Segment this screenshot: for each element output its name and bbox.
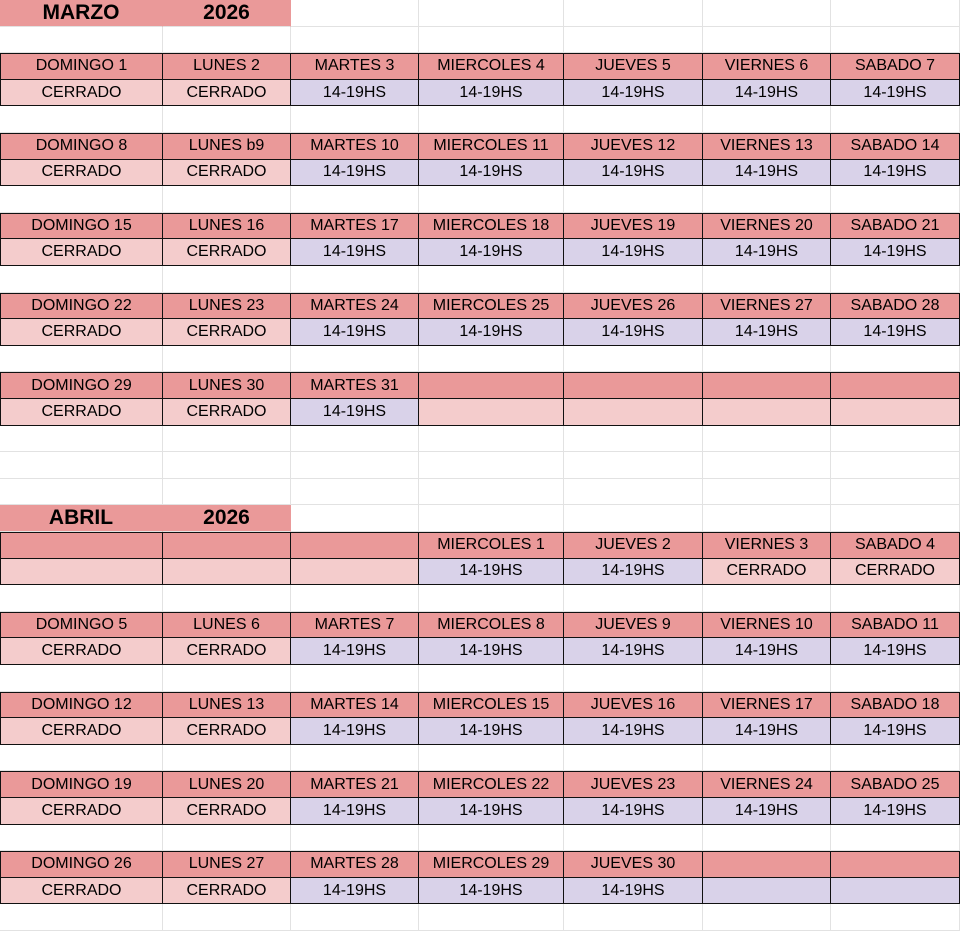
empty-row — [0, 665, 960, 692]
hours-cell[interactable]: 14-19HS — [419, 878, 564, 905]
abril-week-4-hours — [0, 798, 960, 825]
hours-cell[interactable]: 14-19HS — [291, 399, 419, 426]
empty-status-cell[interactable] — [831, 399, 960, 426]
closed-status-cell[interactable]: CERRADO — [0, 878, 163, 905]
empty-cell[interactable] — [564, 665, 703, 692]
empty-cell[interactable] — [419, 452, 564, 479]
empty-cell[interactable] — [703, 346, 831, 373]
empty-day-header-cell[interactable] — [291, 532, 419, 559]
empty-cell[interactable] — [291, 505, 419, 532]
empty-day-header-cell[interactable] — [831, 372, 960, 399]
day-header-cell[interactable]: JUEVES 2 — [564, 532, 703, 559]
empty-cell[interactable] — [703, 27, 831, 54]
empty-cell[interactable] — [163, 665, 291, 692]
day-header-cell[interactable]: VIERNES 20 — [703, 213, 831, 240]
hours-cell[interactable]: 14-19HS — [291, 239, 419, 266]
empty-cell[interactable] — [419, 426, 564, 453]
day-header-cell[interactable]: DOMINGO 19 — [0, 771, 163, 798]
hours-cell[interactable]: 14-19HS — [831, 80, 960, 107]
empty-cell[interactable] — [831, 186, 960, 213]
empty-day-header-cell[interactable] — [0, 532, 163, 559]
empty-cell[interactable] — [564, 266, 703, 293]
marzo-week-5-hours — [0, 399, 960, 426]
empty-cell[interactable] — [831, 0, 960, 27]
closed-status-cell[interactable]: CERRADO — [163, 718, 291, 745]
hours-cell[interactable]: 14-19HS — [564, 80, 703, 107]
hours-cell[interactable]: 14-19HS — [564, 878, 703, 905]
empty-cell[interactable] — [0, 426, 163, 453]
empty-day-header-cell[interactable] — [564, 372, 703, 399]
closed-status-cell[interactable]: CERRADO — [703, 559, 831, 586]
day-header-cell[interactable]: MARTES 14 — [291, 692, 419, 719]
empty-status-cell[interactable] — [0, 559, 163, 586]
hours-cell[interactable]: 14-19HS — [419, 319, 564, 346]
hours-cell[interactable]: 14-19HS — [703, 319, 831, 346]
marzo-week-5-days — [0, 372, 960, 399]
marzo-week-4-hours — [0, 319, 960, 346]
empty-cell[interactable] — [831, 426, 960, 453]
hours-cell[interactable]: 14-19HS — [831, 798, 960, 825]
hours-cell[interactable]: 14-19HS — [703, 160, 831, 187]
empty-cell[interactable] — [831, 266, 960, 293]
empty-cell[interactable] — [831, 904, 960, 931]
empty-cell[interactable] — [564, 825, 703, 852]
hours-cell[interactable]: 14-19HS — [564, 559, 703, 586]
empty-cell[interactable] — [163, 186, 291, 213]
empty-cell[interactable] — [163, 426, 291, 453]
closed-status-cell[interactable]: CERRADO — [0, 239, 163, 266]
empty-cell[interactable] — [163, 27, 291, 54]
empty-row — [0, 27, 960, 54]
closed-status-cell[interactable]: CERRADO — [163, 878, 291, 905]
month-title[interactable]: MARZO — [0, 0, 163, 27]
day-header-cell[interactable]: DOMINGO 12 — [0, 692, 163, 719]
day-header-cell[interactable]: VIERNES 6 — [703, 53, 831, 80]
empty-cell[interactable] — [419, 585, 564, 612]
day-header-cell[interactable]: LUNES 13 — [163, 692, 291, 719]
empty-cell[interactable] — [831, 27, 960, 54]
day-header-cell[interactable]: SABADO 28 — [831, 293, 960, 320]
hours-cell[interactable]: 14-19HS — [831, 239, 960, 266]
empty-cell[interactable] — [0, 346, 163, 373]
day-header-cell[interactable]: MARTES 17 — [291, 213, 419, 240]
hours-cell[interactable]: 14-19HS — [291, 718, 419, 745]
day-header-cell[interactable]: JUEVES 30 — [564, 851, 703, 878]
empty-cell[interactable] — [0, 266, 163, 293]
day-header-cell[interactable]: JUEVES 5 — [564, 53, 703, 80]
day-header-cell[interactable]: DOMINGO 29 — [0, 372, 163, 399]
closed-status-cell[interactable]: CERRADO — [831, 559, 960, 586]
day-header-cell[interactable]: VIERNES 17 — [703, 692, 831, 719]
marzo-week-2-days — [0, 133, 960, 160]
hours-cell[interactable]: 14-19HS — [831, 160, 960, 187]
empty-cell[interactable] — [0, 186, 163, 213]
day-header-cell[interactable]: LUNES 20 — [163, 771, 291, 798]
empty-cell[interactable] — [291, 186, 419, 213]
hours-cell[interactable]: 14-19HS — [703, 239, 831, 266]
closed-status-cell[interactable]: CERRADO — [0, 399, 163, 426]
empty-cell[interactable] — [0, 106, 163, 133]
empty-cell[interactable] — [163, 585, 291, 612]
empty-cell[interactable] — [291, 452, 419, 479]
day-header-cell[interactable]: MIERCOLES 8 — [419, 612, 564, 639]
day-header-cell[interactable]: MARTES 3 — [291, 53, 419, 80]
empty-cell[interactable] — [703, 266, 831, 293]
hours-cell[interactable]: 14-19HS — [831, 638, 960, 665]
abril-week-1-hours — [0, 559, 960, 586]
day-header-cell[interactable]: LUNES b9 — [163, 133, 291, 160]
hours-cell[interactable]: 14-19HS — [291, 319, 419, 346]
day-header-cell[interactable]: DOMINGO 8 — [0, 133, 163, 160]
empty-cell[interactable] — [831, 106, 960, 133]
closed-status-cell[interactable]: CERRADO — [163, 638, 291, 665]
closed-status-cell[interactable]: CERRADO — [163, 798, 291, 825]
empty-cell[interactable] — [703, 186, 831, 213]
marzo-week-3-hours — [0, 239, 960, 266]
empty-cell[interactable] — [291, 904, 419, 931]
empty-cell[interactable] — [831, 585, 960, 612]
closed-status-cell[interactable]: CERRADO — [0, 718, 163, 745]
empty-cell[interactable] — [291, 0, 419, 27]
empty-cell[interactable] — [419, 505, 564, 532]
empty-row — [0, 266, 960, 293]
empty-cell[interactable] — [703, 585, 831, 612]
empty-cell[interactable] — [419, 479, 564, 506]
empty-day-header-cell[interactable] — [703, 372, 831, 399]
empty-cell[interactable] — [419, 665, 564, 692]
hours-cell[interactable]: 14-19HS — [419, 160, 564, 187]
empty-status-cell[interactable] — [703, 399, 831, 426]
day-header-cell[interactable]: MIERCOLES 1 — [419, 532, 564, 559]
empty-day-header-cell[interactable] — [831, 851, 960, 878]
empty-cell[interactable] — [163, 479, 291, 506]
year-title[interactable]: 2026 — [163, 0, 291, 27]
marzo-week-1-hours — [0, 80, 960, 107]
abril-week-1-days — [0, 532, 960, 559]
empty-cell[interactable] — [703, 904, 831, 931]
day-header-cell[interactable]: JUEVES 23 — [564, 771, 703, 798]
empty-cell[interactable] — [703, 0, 831, 27]
day-header-cell[interactable]: VIERNES 3 — [703, 532, 831, 559]
empty-cell[interactable] — [291, 346, 419, 373]
empty-cell[interactable] — [163, 106, 291, 133]
empty-cell[interactable] — [564, 426, 703, 453]
day-header-cell[interactable]: DOMINGO 22 — [0, 293, 163, 320]
day-header-cell[interactable]: SABADO 11 — [831, 612, 960, 639]
day-header-cell[interactable]: VIERNES 27 — [703, 293, 831, 320]
day-header-cell[interactable]: SABADO 21 — [831, 213, 960, 240]
hours-cell[interactable]: 14-19HS — [291, 160, 419, 187]
empty-row — [0, 452, 960, 479]
hours-cell[interactable]: 14-19HS — [291, 638, 419, 665]
day-header-cell[interactable]: JUEVES 16 — [564, 692, 703, 719]
empty-cell[interactable] — [564, 505, 703, 532]
abril-week-4-days — [0, 771, 960, 798]
day-header-cell[interactable]: MIERCOLES 29 — [419, 851, 564, 878]
empty-cell[interactable] — [564, 346, 703, 373]
empty-cell[interactable] — [703, 426, 831, 453]
closed-status-cell[interactable]: CERRADO — [0, 638, 163, 665]
abril-title-row — [0, 505, 960, 532]
empty-cell[interactable] — [0, 665, 163, 692]
day-header-cell[interactable]: DOMINGO 5 — [0, 612, 163, 639]
day-header-cell[interactable]: MIERCOLES 15 — [419, 692, 564, 719]
empty-cell[interactable] — [291, 27, 419, 54]
empty-cell[interactable] — [564, 0, 703, 27]
day-header-cell[interactable]: SABADO 18 — [831, 692, 960, 719]
day-header-cell[interactable]: SABADO 4 — [831, 532, 960, 559]
abril-week-3-hours — [0, 718, 960, 745]
empty-cell[interactable] — [419, 346, 564, 373]
hours-cell[interactable]: 14-19HS — [564, 798, 703, 825]
empty-cell[interactable] — [0, 27, 163, 54]
empty-cell[interactable] — [831, 452, 960, 479]
day-header-cell[interactable]: DOMINGO 26 — [0, 851, 163, 878]
hours-cell[interactable]: 14-19HS — [831, 319, 960, 346]
hours-cell[interactable]: 14-19HS — [419, 239, 564, 266]
empty-status-cell[interactable] — [291, 559, 419, 586]
empty-cell[interactable] — [831, 346, 960, 373]
day-header-cell[interactable]: SABADO 7 — [831, 53, 960, 80]
abril-week-5-days — [0, 851, 960, 878]
empty-cell[interactable] — [163, 266, 291, 293]
day-header-cell[interactable]: LUNES 16 — [163, 213, 291, 240]
hours-cell[interactable]: 14-19HS — [291, 798, 419, 825]
closed-status-cell[interactable]: CERRADO — [0, 160, 163, 187]
empty-cell[interactable] — [564, 479, 703, 506]
closed-status-cell[interactable]: CERRADO — [163, 399, 291, 426]
empty-cell[interactable] — [0, 452, 163, 479]
empty-day-header-cell[interactable] — [703, 851, 831, 878]
empty-cell[interactable] — [419, 904, 564, 931]
empty-row — [0, 186, 960, 213]
closed-status-cell[interactable]: CERRADO — [163, 319, 291, 346]
empty-cell[interactable] — [419, 745, 564, 772]
day-header-cell[interactable]: MARTES 7 — [291, 612, 419, 639]
day-header-cell[interactable]: MIERCOLES 25 — [419, 293, 564, 320]
empty-status-cell[interactable] — [831, 878, 960, 905]
day-header-cell[interactable]: MARTES 28 — [291, 851, 419, 878]
empty-cell[interactable] — [419, 266, 564, 293]
day-header-cell[interactable]: VIERNES 24 — [703, 771, 831, 798]
empty-cell[interactable] — [291, 266, 419, 293]
empty-cell[interactable] — [419, 106, 564, 133]
empty-cell[interactable] — [564, 452, 703, 479]
closed-status-cell[interactable]: CERRADO — [0, 80, 163, 107]
empty-cell[interactable] — [419, 825, 564, 852]
empty-row — [0, 106, 960, 133]
empty-cell[interactable] — [564, 27, 703, 54]
month-title[interactable]: ABRIL — [0, 505, 163, 532]
empty-cell[interactable] — [0, 745, 163, 772]
empty-cell[interactable] — [291, 665, 419, 692]
empty-cell[interactable] — [564, 904, 703, 931]
day-header-cell[interactable]: DOMINGO 15 — [0, 213, 163, 240]
empty-cell[interactable] — [291, 106, 419, 133]
marzo-week-2-hours — [0, 160, 960, 187]
hours-cell[interactable]: 14-19HS — [564, 718, 703, 745]
abril-week-2-days — [0, 612, 960, 639]
hours-cell[interactable]: 14-19HS — [419, 638, 564, 665]
empty-cell[interactable] — [564, 106, 703, 133]
empty-row — [0, 426, 960, 453]
empty-cell[interactable] — [163, 745, 291, 772]
empty-cell[interactable] — [703, 452, 831, 479]
empty-cell[interactable] — [831, 505, 960, 532]
empty-cell[interactable] — [163, 825, 291, 852]
empty-cell[interactable] — [419, 0, 564, 27]
empty-status-cell[interactable] — [163, 559, 291, 586]
empty-row — [0, 904, 960, 931]
empty-status-cell[interactable] — [564, 399, 703, 426]
closed-status-cell[interactable]: CERRADO — [163, 239, 291, 266]
empty-cell[interactable] — [831, 665, 960, 692]
hours-cell[interactable]: 14-19HS — [291, 878, 419, 905]
empty-cell[interactable] — [291, 426, 419, 453]
hours-cell[interactable]: 14-19HS — [703, 638, 831, 665]
hours-cell[interactable]: 14-19HS — [703, 718, 831, 745]
abril-week-5-hours — [0, 878, 960, 905]
empty-cell[interactable] — [0, 585, 163, 612]
day-header-cell[interactable]: VIERNES 13 — [703, 133, 831, 160]
empty-cell[interactable] — [831, 825, 960, 852]
day-header-cell[interactable]: MARTES 31 — [291, 372, 419, 399]
day-header-cell[interactable]: JUEVES 9 — [564, 612, 703, 639]
hours-cell[interactable]: 14-19HS — [831, 718, 960, 745]
abril-week-3-days — [0, 692, 960, 719]
empty-cell[interactable] — [419, 186, 564, 213]
hours-cell[interactable]: 14-19HS — [703, 80, 831, 107]
empty-row — [0, 346, 960, 373]
empty-cell[interactable] — [564, 745, 703, 772]
marzo-title-row — [0, 0, 960, 27]
hours-cell[interactable]: 14-19HS — [419, 718, 564, 745]
hours-cell[interactable]: 14-19HS — [419, 798, 564, 825]
day-header-cell[interactable]: LUNES 2 — [163, 53, 291, 80]
hours-cell[interactable]: 14-19HS — [703, 798, 831, 825]
hours-cell[interactable]: 14-19HS — [564, 239, 703, 266]
empty-cell[interactable] — [163, 452, 291, 479]
hours-cell[interactable]: 14-19HS — [419, 559, 564, 586]
day-header-cell[interactable]: JUEVES 26 — [564, 293, 703, 320]
day-header-cell[interactable]: MIERCOLES 22 — [419, 771, 564, 798]
empty-status-cell[interactable] — [419, 399, 564, 426]
empty-cell[interactable] — [831, 479, 960, 506]
empty-cell[interactable] — [0, 825, 163, 852]
marzo-week-4-days — [0, 293, 960, 320]
empty-cell[interactable] — [703, 825, 831, 852]
hours-cell[interactable]: 14-19HS — [419, 80, 564, 107]
empty-day-header-cell[interactable] — [419, 372, 564, 399]
empty-cell[interactable] — [703, 479, 831, 506]
hours-cell[interactable]: 14-19HS — [291, 80, 419, 107]
empty-status-cell[interactable] — [703, 878, 831, 905]
empty-cell[interactable] — [703, 505, 831, 532]
empty-cell[interactable] — [564, 186, 703, 213]
empty-cell[interactable] — [291, 479, 419, 506]
closed-status-cell[interactable]: CERRADO — [163, 160, 291, 187]
empty-row — [0, 745, 960, 772]
empty-cell[interactable] — [831, 745, 960, 772]
day-header-cell[interactable]: LUNES 6 — [163, 612, 291, 639]
empty-cell[interactable] — [291, 745, 419, 772]
hours-cell[interactable]: 14-19HS — [564, 160, 703, 187]
day-header-cell[interactable]: LUNES 30 — [163, 372, 291, 399]
empty-cell[interactable] — [703, 665, 831, 692]
empty-row — [0, 479, 960, 506]
day-header-cell[interactable]: JUEVES 19 — [564, 213, 703, 240]
empty-row — [0, 585, 960, 612]
year-title[interactable]: 2026 — [163, 505, 291, 532]
day-header-cell[interactable]: MARTES 24 — [291, 293, 419, 320]
day-header-cell[interactable]: MIERCOLES 11 — [419, 133, 564, 160]
day-header-cell[interactable]: JUEVES 12 — [564, 133, 703, 160]
day-header-cell[interactable]: VIERNES 10 — [703, 612, 831, 639]
marzo-week-1-days — [0, 53, 960, 80]
abril-week-2-hours — [0, 638, 960, 665]
day-header-cell[interactable]: SABADO 25 — [831, 771, 960, 798]
closed-status-cell[interactable]: CERRADO — [0, 319, 163, 346]
day-header-cell[interactable]: LUNES 23 — [163, 293, 291, 320]
empty-cell[interactable] — [419, 27, 564, 54]
empty-cell[interactable] — [0, 904, 163, 931]
empty-row — [0, 825, 960, 852]
day-header-cell[interactable]: DOMINGO 1 — [0, 53, 163, 80]
empty-cell[interactable] — [291, 585, 419, 612]
day-header-cell[interactable]: LUNES 27 — [163, 851, 291, 878]
empty-cell[interactable] — [163, 346, 291, 373]
empty-cell[interactable] — [291, 825, 419, 852]
empty-cell[interactable] — [703, 106, 831, 133]
hours-cell[interactable]: 14-19HS — [564, 319, 703, 346]
empty-cell[interactable] — [564, 585, 703, 612]
day-header-cell[interactable]: SABADO 14 — [831, 133, 960, 160]
closed-status-cell[interactable]: CERRADO — [163, 80, 291, 107]
empty-day-header-cell[interactable] — [163, 532, 291, 559]
day-header-cell[interactable]: MIERCOLES 18 — [419, 213, 564, 240]
day-header-cell[interactable]: MIERCOLES 4 — [419, 53, 564, 80]
day-header-cell[interactable]: MARTES 10 — [291, 133, 419, 160]
empty-cell[interactable] — [0, 479, 163, 506]
empty-cell[interactable] — [703, 745, 831, 772]
day-header-cell[interactable]: MARTES 21 — [291, 771, 419, 798]
hours-cell[interactable]: 14-19HS — [564, 638, 703, 665]
marzo-week-3-days — [0, 213, 960, 240]
empty-cell[interactable] — [163, 904, 291, 931]
closed-status-cell[interactable]: CERRADO — [0, 798, 163, 825]
